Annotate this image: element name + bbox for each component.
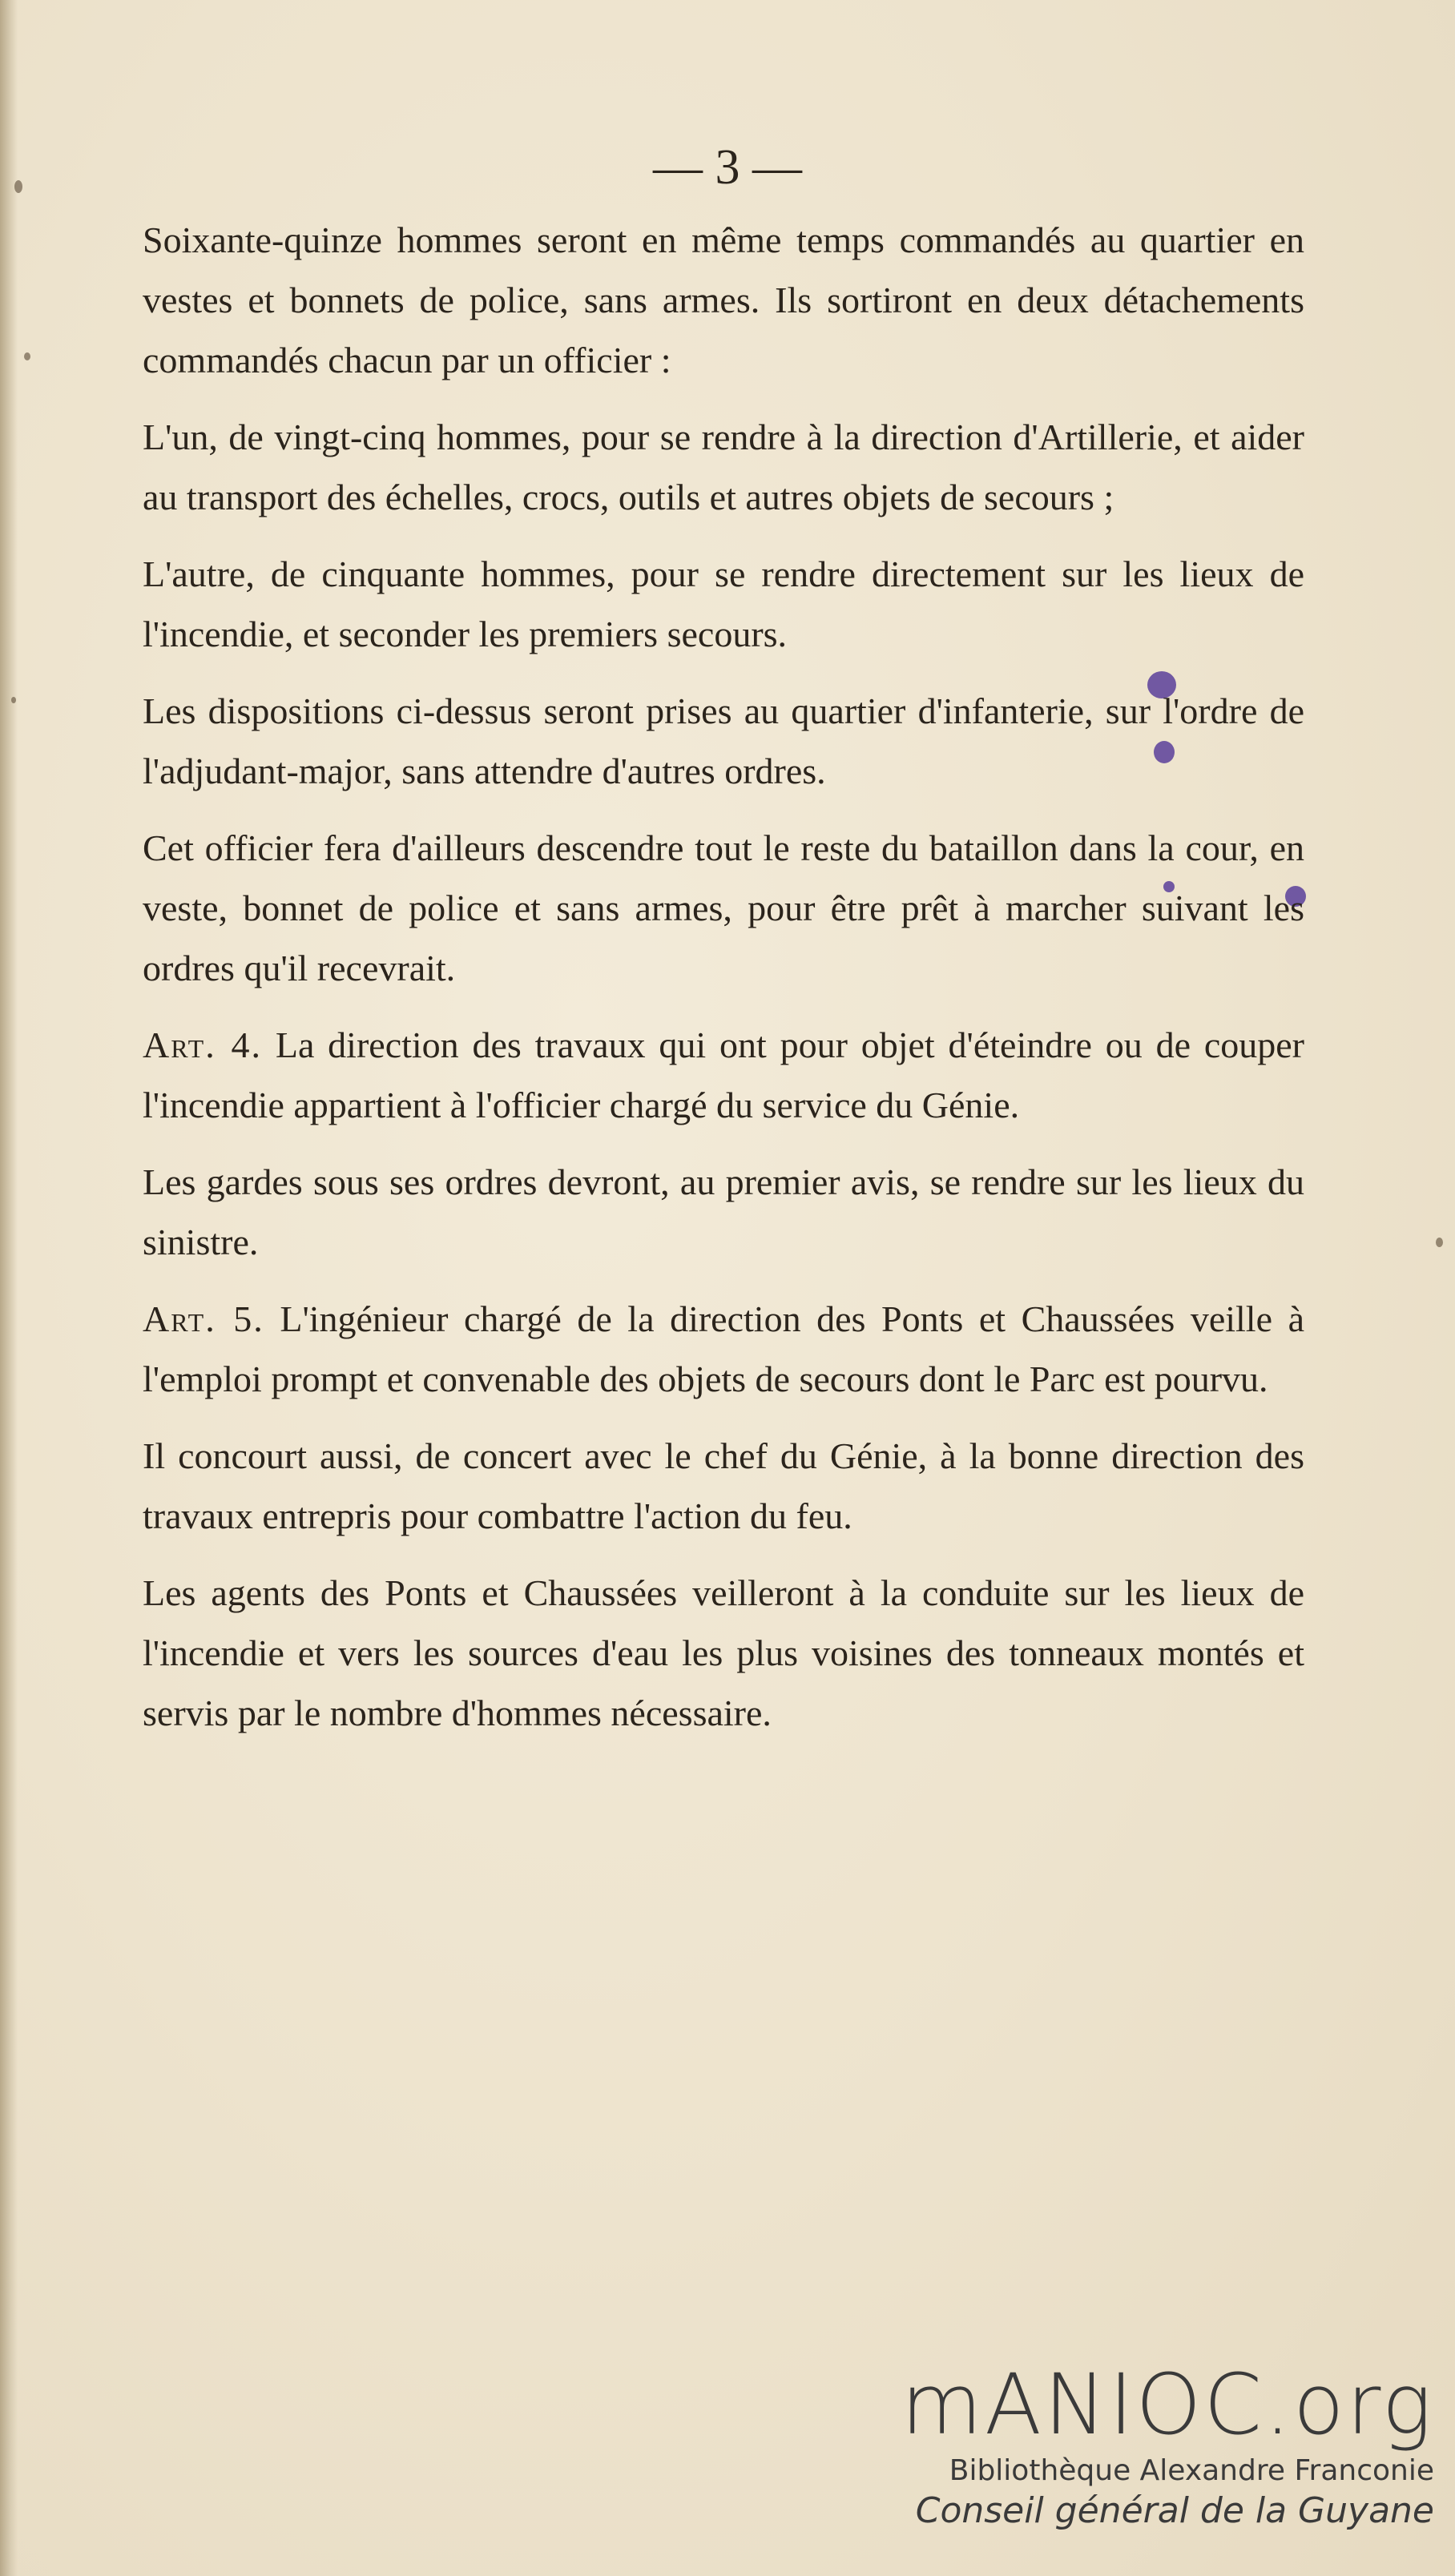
page-left-edge xyxy=(0,0,18,2576)
page-speck xyxy=(24,352,30,360)
article-label: Art. 5. xyxy=(143,1298,264,1339)
watermark-brand: mANIOC.org xyxy=(901,2356,1434,2453)
article-label: Art. 4. xyxy=(143,1024,263,1065)
page-speck xyxy=(11,697,16,703)
paragraph xyxy=(143,681,1304,801)
paragraph-text: Les gardes sous ses ordres devront, au premier avis, se rendre sur les lieux du sinistre. xyxy=(143,1161,1304,1262)
paragraph-text: L'ingénieur chargé de la direction des Ponts et Chaussées veille à l'emploi prompt et convenable des objets de secours dont le Parc est pourvu. xyxy=(143,1298,1304,1399)
paragraph xyxy=(143,1289,1304,1409)
paragraph-text: Soixante-quinze hommes seront en même temps commandés au quartier en vestes et bonnets de police, sans armes. Ils sortiront en deux détachements commandés chacun par un officier : xyxy=(143,219,1304,380)
paragraph-text: Il concourt aussi, de concert avec le chef du Génie, à la bonne direction des travaux entrepris pour combattre l'action du feu. xyxy=(143,1435,1304,1536)
paragraph xyxy=(143,1015,1304,1135)
watermark-logo xyxy=(873,2356,1434,2533)
paragraph xyxy=(143,818,1304,998)
body-text xyxy=(143,210,1304,1760)
watermark-library: Bibliothèque Alexandre Franconie xyxy=(949,2454,1434,2487)
paragraph-text: Les agents des Ponts et Chaussées veilleront à la conduite sur les lieux de l'incendie et vers les sources d'eau les plus voisines des tonneaux montés et servis par le nombre d'hommes nécessaire. xyxy=(143,1572,1304,1733)
paragraph-text: L'autre, de cinquante hommes, pour se rendre directement sur les lieux de l'incendie, et seconder les premiers secours. xyxy=(143,553,1304,654)
page-number: — 3 — xyxy=(653,140,802,195)
paragraph xyxy=(143,544,1304,664)
paragraph-text: La direction des travaux qui ont pour objet d'éteindre ou de couper l'incendie appartient à l'officier chargé du service du Génie. xyxy=(143,1024,1304,1125)
paragraph xyxy=(143,210,1304,390)
paragraph-text: L'un, de vingt-cinq hommes, pour se rendre à la direction d'Artillerie, et aider au transport des échelles, crocs, outils et autres objets de secours ; xyxy=(143,417,1304,517)
watermark-council: Conseil général de la Guyane xyxy=(915,2489,1434,2531)
paragraph-text: Les dispositions ci-dessus seront prises au quartier d'infanterie, sur l'ordre de l'adjudant-major, sans attendre d'autres ordres. xyxy=(143,690,1304,791)
paragraph xyxy=(143,407,1304,527)
paragraph xyxy=(143,1152,1304,1272)
page-speck xyxy=(1436,1238,1443,1247)
paragraph-text: Cet officier fera d'ailleurs descendre tout le reste du bataillon dans la cour, en veste, bonnet de police et sans armes, pour être prêt à marcher suivant les ordres qu'il recevrait. xyxy=(143,827,1304,988)
paragraph xyxy=(143,1426,1304,1546)
paragraph xyxy=(143,1563,1304,1743)
